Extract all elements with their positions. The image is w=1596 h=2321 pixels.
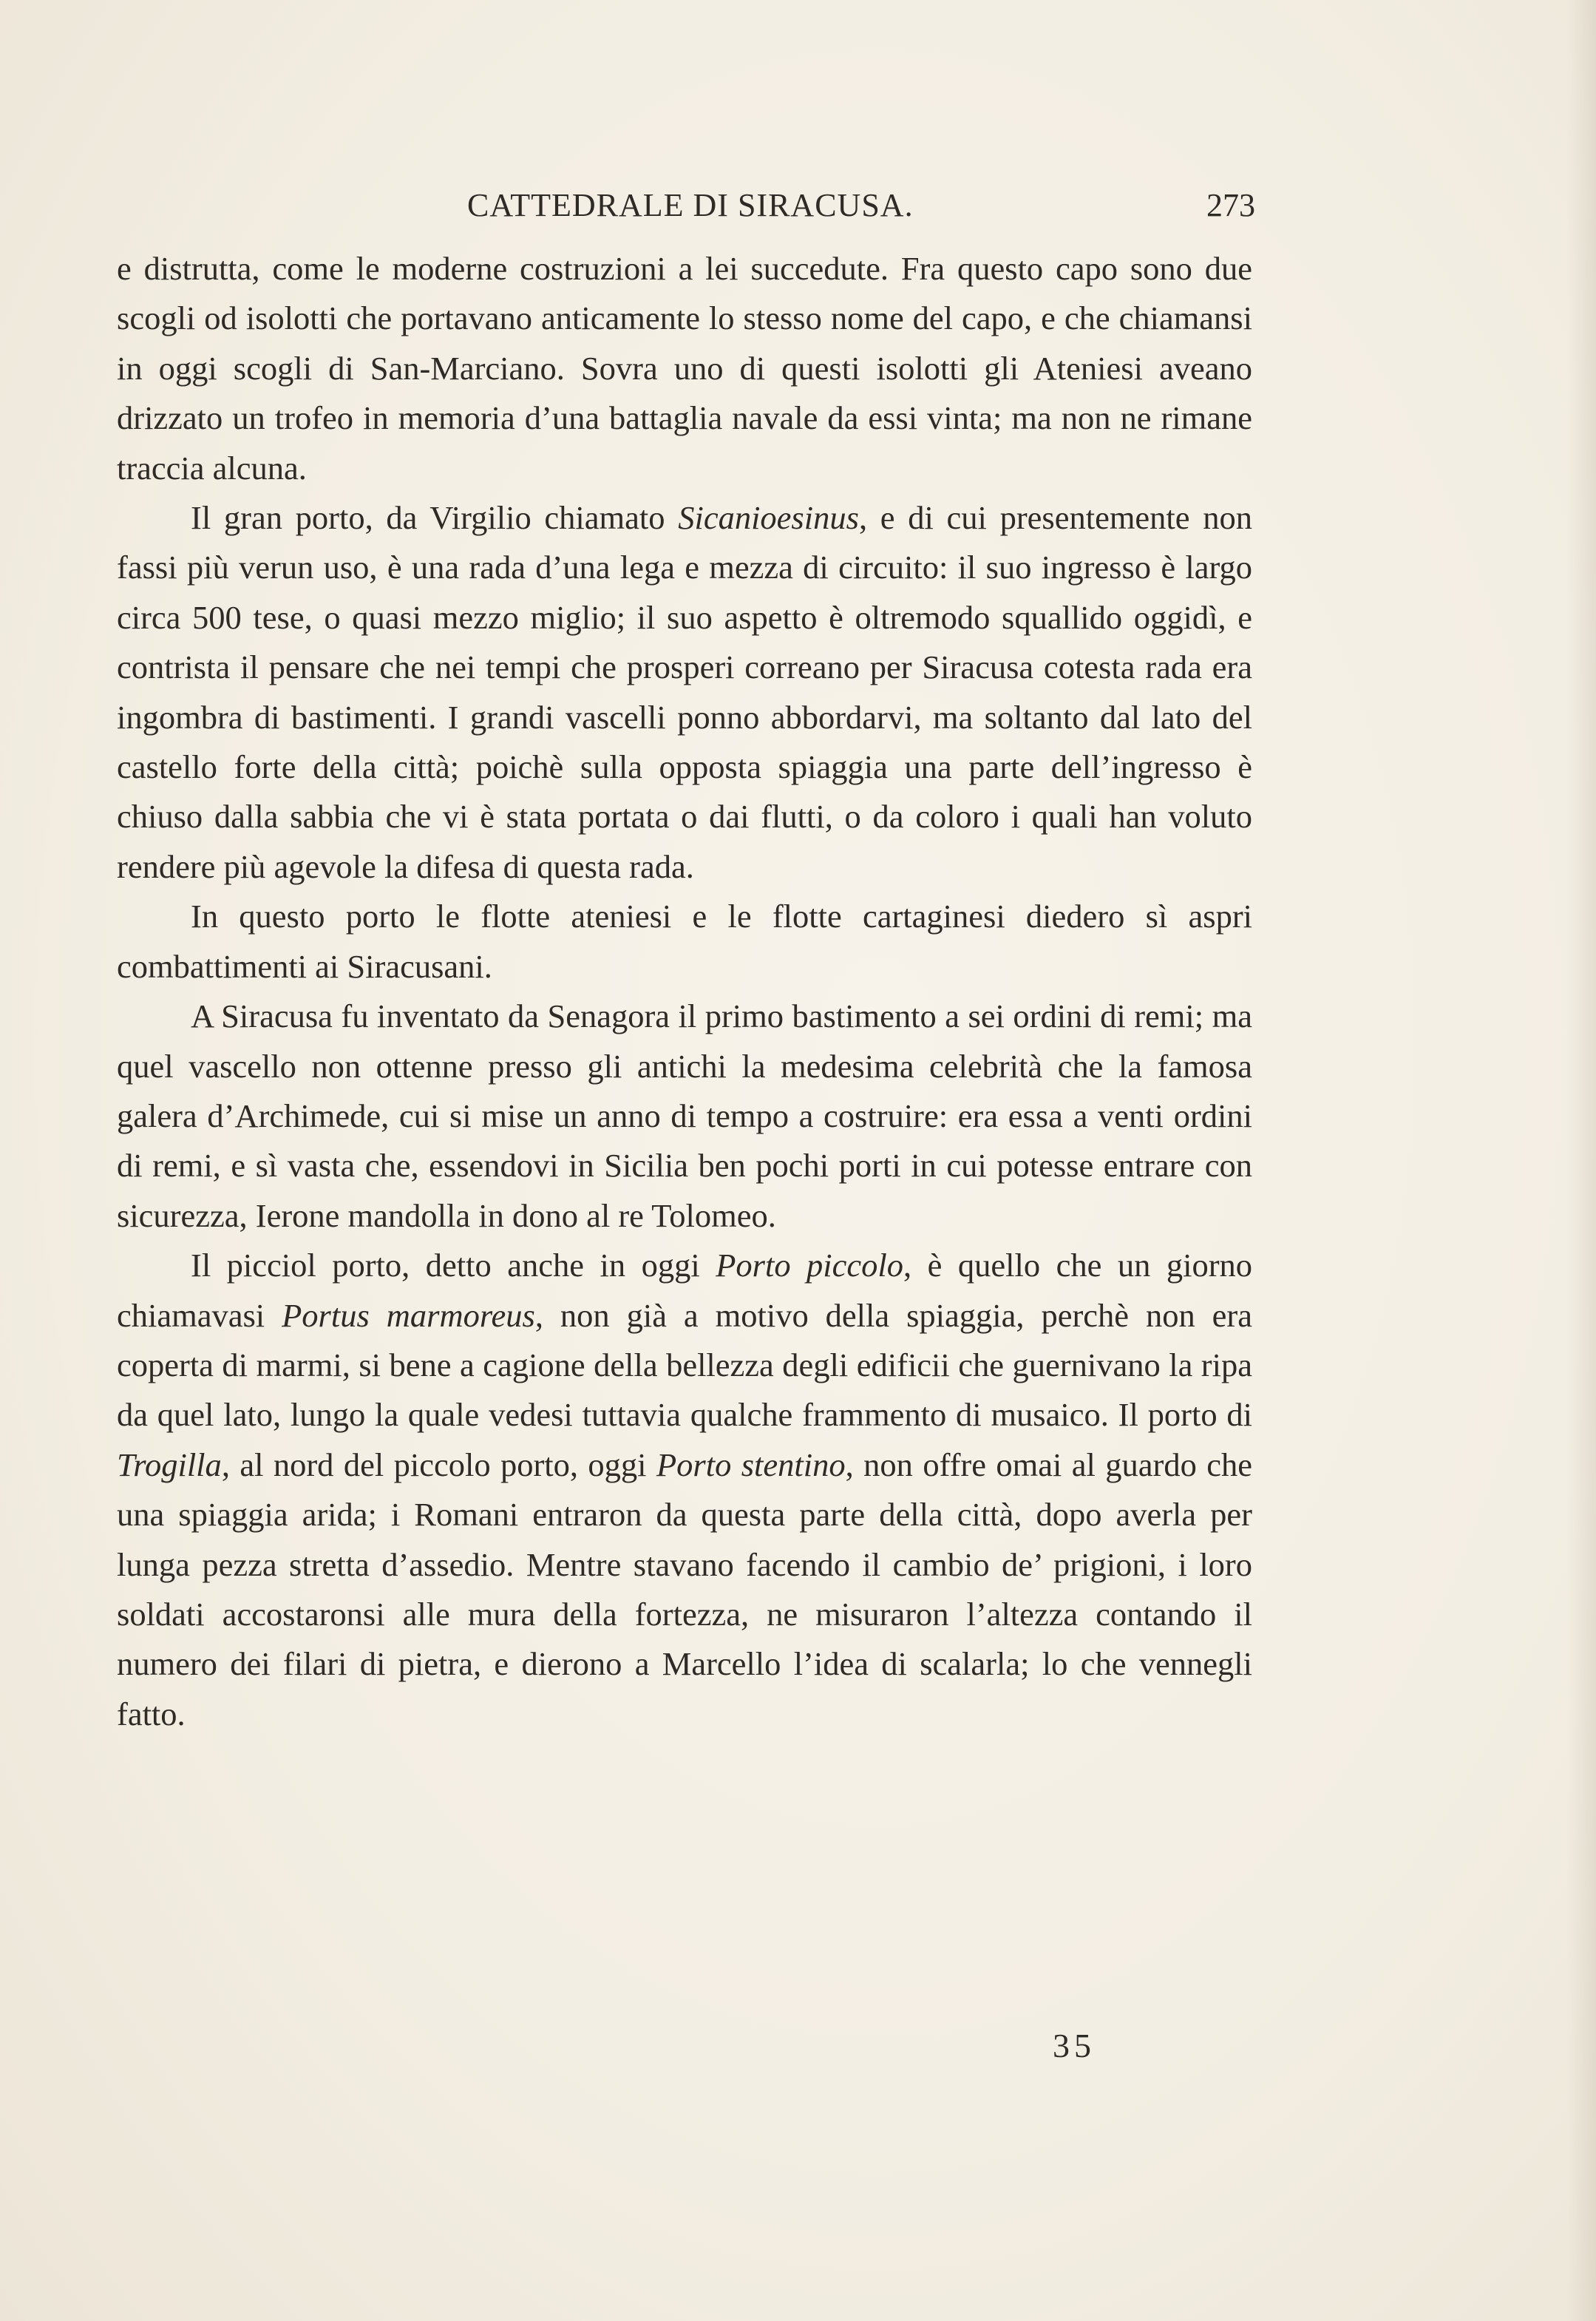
text-run: , è quello che un giorno chiamavasi	[117, 1247, 1253, 1334]
italic-term: Sicanioesinus	[678, 499, 859, 537]
running-head	[117, 186, 1255, 231]
paragraph-3	[117, 892, 1252, 992]
italic-term: Porto stentino	[656, 1446, 846, 1483]
signature-mark: 35	[1053, 2027, 1096, 2064]
text-run: e distrutta, come le moderne costruzioni a lei succedute. Fra questo capo sono due scogli od isolotti che portavano anticamente lo stesso nome del capo, e che chiamansi in oggi scogli di San-Marciano. Sovra uno di questi isolotti gli Ateniesi aveano drizzato un trofeo in memoria d’una battaglia navale da essi vinta; ma non ne rimane traccia alcuna.	[117, 250, 1252, 487]
italic-term: Portus marmoreus	[282, 1296, 535, 1334]
paragraph-5	[117, 1241, 1252, 1739]
paragraph-1	[117, 244, 1252, 493]
italic-term: Trogilla	[117, 1446, 222, 1483]
paragraph-4	[117, 992, 1252, 1241]
page-number: 273	[1206, 187, 1255, 223]
page-edge-shadow	[1566, 0, 1596, 2321]
text-run: Il picciol porto, detto anche in oggi	[191, 1247, 716, 1284]
italic-term: Porto piccolo	[716, 1247, 904, 1284]
text-run: , non offre omai al guardo che una spiaggia arida; i Romani entraron da questa parte della città, dopo averla per lunga pezza stretta d’assedio. Mentre stavano facendo il cambio de’ prigioni, i loro soldati accostaronsi alle mura della fortezza, ne misuraron l’altezza contando il numero dei filari di pietra, e dierono a Marcello l’idea di scalarla; lo che vennegli fatto.	[117, 1446, 1252, 1732]
text-run: , e di cui presentemente non fassi più verun uso, è una rada d’una lega e mezza di circuito: il suo ingresso è largo circa 500 tese, o quasi mezzo miglio; il suo aspetto è oltremodo squallido oggidì, e contrista il pensare che nei tempi che prosperi correano per Siracusa cotesta rada era ingombra di bastimenti. I grandi vascelli ponno abbordarvi, ma soltanto dal lato del castello forte della città; poichè sulla opposta spiaggia una parte dell’ingresso è chiuso dalla sabbia che vi è stata portata o dai flutti, o da coloro i quali han voluto rendere più agevole la difesa di questa rada.	[117, 499, 1252, 885]
text-run: Il gran porto, da Virgilio chiamato	[191, 499, 679, 537]
paragraph-2	[117, 493, 1252, 892]
text-run: , non già a motivo della spiaggia, perchè non era coperta di marmi, si bene a cagione della bellezza degli edificii che guernivano la ripa da quel lato, lungo la quale vedesi tuttavia qualche frammento di musaico. Il porto di	[117, 1296, 1252, 1434]
running-title: CATTEDRALE DI SIRACUSA.	[467, 187, 914, 223]
text-run: , al nord del piccolo porto, oggi	[221, 1446, 656, 1483]
body-text	[117, 244, 1252, 1739]
text-run: A Siracusa fu inventato da Senagora il primo bastimento a sei ordini di remi; ma quel vascello non ottenne presso gli antichi la medesima celebrità che la famosa galera d’Archimede, cui si mise un anno di tempo a costruire: era essa a venti ordini di remi, e sì vasta che, essendovi in Sicilia ben pochi porti in cui potesse entrare con sicurezza, Ierone mandolla in dono al re Tolomeo.	[117, 997, 1252, 1234]
text-run: In questo porto le flotte ateniesi e le flotte cartaginesi diedero sì aspri combattimenti ai Siracusani.	[117, 898, 1252, 985]
